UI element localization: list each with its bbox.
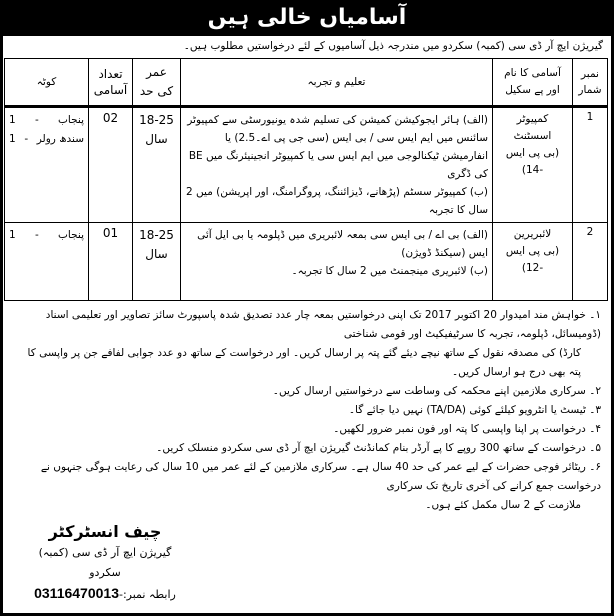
quota-count: 1: [9, 229, 16, 241]
note-item: ۴۔ درخواست پر اپنا واپسی کا پتہ اور فون نمبر ضرور لکھیں۔: [333, 423, 601, 435]
notes-list: [13, 306, 601, 515]
quota-cell: [5, 107, 89, 223]
education-cell: [181, 223, 493, 301]
serial-cell: 2: [573, 223, 608, 301]
contact-number: [25, 583, 185, 605]
note-item: ۱۔ خواہش مند امیدوار 20 اکتوبر 2017 تک اپنی درخواستیں بمعہ چار عدد تصدیق شدہ پاسپورٹ سائز تصاویر اور تعلیمی اسناد (ڈومیسائل، ڈپلومہ، تجربہ کا سرٹیفیکیٹ اور قومی شناختی: [45, 309, 601, 340]
header-quota: کوٹہ: [5, 59, 89, 107]
age-unit: سال: [145, 247, 168, 261]
post-scale: (بی پی ایس -14): [505, 147, 560, 176]
age-range: 18-25: [139, 228, 174, 242]
post-name: لائبریرین: [513, 228, 552, 240]
signature-block: [25, 521, 185, 605]
vacancy-table: [4, 58, 608, 301]
education-b: (ب) لائبریری مینجمنٹ میں 2 سال کا تجربہ۔: [291, 265, 488, 277]
ad-title: آسامیاں خالی ہیں: [0, 0, 614, 36]
note-item: کارڈ) کی مصدقہ نقول کے ساتھ نیچے دیئے گئے پتہ پر ارسال کریں۔ اور درخواست کے ساتھ دو عدد جوابی لفافے جن پر واپسی کا پتہ بھی درج ہو ارسال کریں۔: [27, 347, 581, 378]
quota-line: پنجاب - 1: [9, 111, 84, 130]
count-cell: 02: [89, 107, 133, 223]
quota-region: پنجاب: [58, 114, 84, 126]
serial-cell: 1: [573, 107, 608, 223]
post-scale: (بی پی ایس -12): [505, 245, 560, 274]
education-a: (الف) بی اے / بی ایس سی بمعہ لائبریری میں ڈپلومہ یا بی ایل آئی ایس (سیکنڈ ڈویژن): [197, 229, 488, 259]
phone-label: رابطہ نمبر:-: [118, 588, 176, 601]
education-a: (الف) ہائر ایجوکیشن کمیشن کی تسلیم شدہ یونیورسٹی سے کمپیوٹر سائنس میں ایم ایس سی / بی ایس (سی جی پی اے۔2.5) یا انفارمیشن ٹیکنالوجی میں ایم ایس سی یا کمپیوٹر انجینیئرنگ میں BE کی ڈگری: [187, 114, 488, 180]
age-cell: [133, 107, 181, 223]
note-item: ۵۔ درخواست کے ساتھ 300 روپے کا پے آرڈر بنام کمانڈنٹ گیریژن ایچ آر ڈی سی سکردو منسلک کریں۔: [156, 442, 601, 454]
quota-region: پنجاب: [58, 229, 84, 241]
header-count: تعداد آسامی: [89, 59, 133, 107]
signature-org: گیریژن ایچ آر ڈی سی (کمبہ) سکردو: [38, 546, 172, 579]
education-cell: [181, 107, 493, 223]
intro-text: گیریژن ایچ آر ڈی سی (کمبہ) سکردو میں مندرجہ ذیل آسامیوں کے لئے درخواستیں مطلوب ہیں۔: [183, 40, 603, 52]
phone-number: 03116470013: [34, 585, 119, 601]
table-header: [5, 59, 608, 107]
note-item: ۳۔ ٹیسٹ یا انٹرویو کیلئے کوئی (TA/DA) نہیں دیا جائے گا۔: [348, 404, 601, 416]
header-education: تعلیم و تجربہ: [181, 59, 493, 107]
post-cell: [493, 107, 573, 223]
age-cell: [133, 223, 181, 301]
post-cell: [493, 223, 573, 301]
age-unit: سال: [145, 132, 168, 146]
note-item: ۲۔ سرکاری ملازمین اپنے محکمہ کی وساطت سے درخواستیں ارسال کریں۔: [272, 385, 601, 397]
age-range: 18-25: [139, 113, 174, 127]
table-row: [5, 223, 608, 301]
quota-cell: [5, 223, 89, 301]
header-post: آسامی کا نام اور پے سکیل: [493, 59, 573, 107]
quota-line: سندھ رولر - 1: [9, 130, 84, 149]
table-row: [5, 107, 608, 223]
quota-count: 1: [9, 133, 16, 145]
quota-count: 1: [9, 114, 16, 126]
education-b: (ب) کمپیوٹر سسٹم (پڑھانے، ڈیزائننگ، پروگرامنگ، اور اپریشن) میں 2 سال کا تجربہ: [186, 186, 488, 216]
quota-line: پنجاب - 1: [9, 226, 84, 245]
quota-region: سندھ رولر: [36, 133, 84, 145]
post-name: کمپیوٹر اسسٹنٹ: [513, 113, 552, 142]
count-cell: 01: [89, 223, 133, 301]
note-item: ملازمت کے 2 سال مکمل کئے ہوں۔: [425, 499, 581, 511]
header-serial: نمبر شمار: [573, 59, 608, 107]
signature-title: چیف انسٹرکٹر: [48, 522, 162, 541]
header-age: عمر کی حد: [133, 59, 181, 107]
note-item: ۶۔ ریٹائر فوجی حضرات کے لیے عمر کی حد 40 سال ہے۔ سرکاری ملازمین کے لئے عمر میں 10 سال کی رعایت ہوگی جنہوں نے درخواست جمع کرانے کی آخری تاریخ تک سرکاری: [40, 461, 601, 492]
